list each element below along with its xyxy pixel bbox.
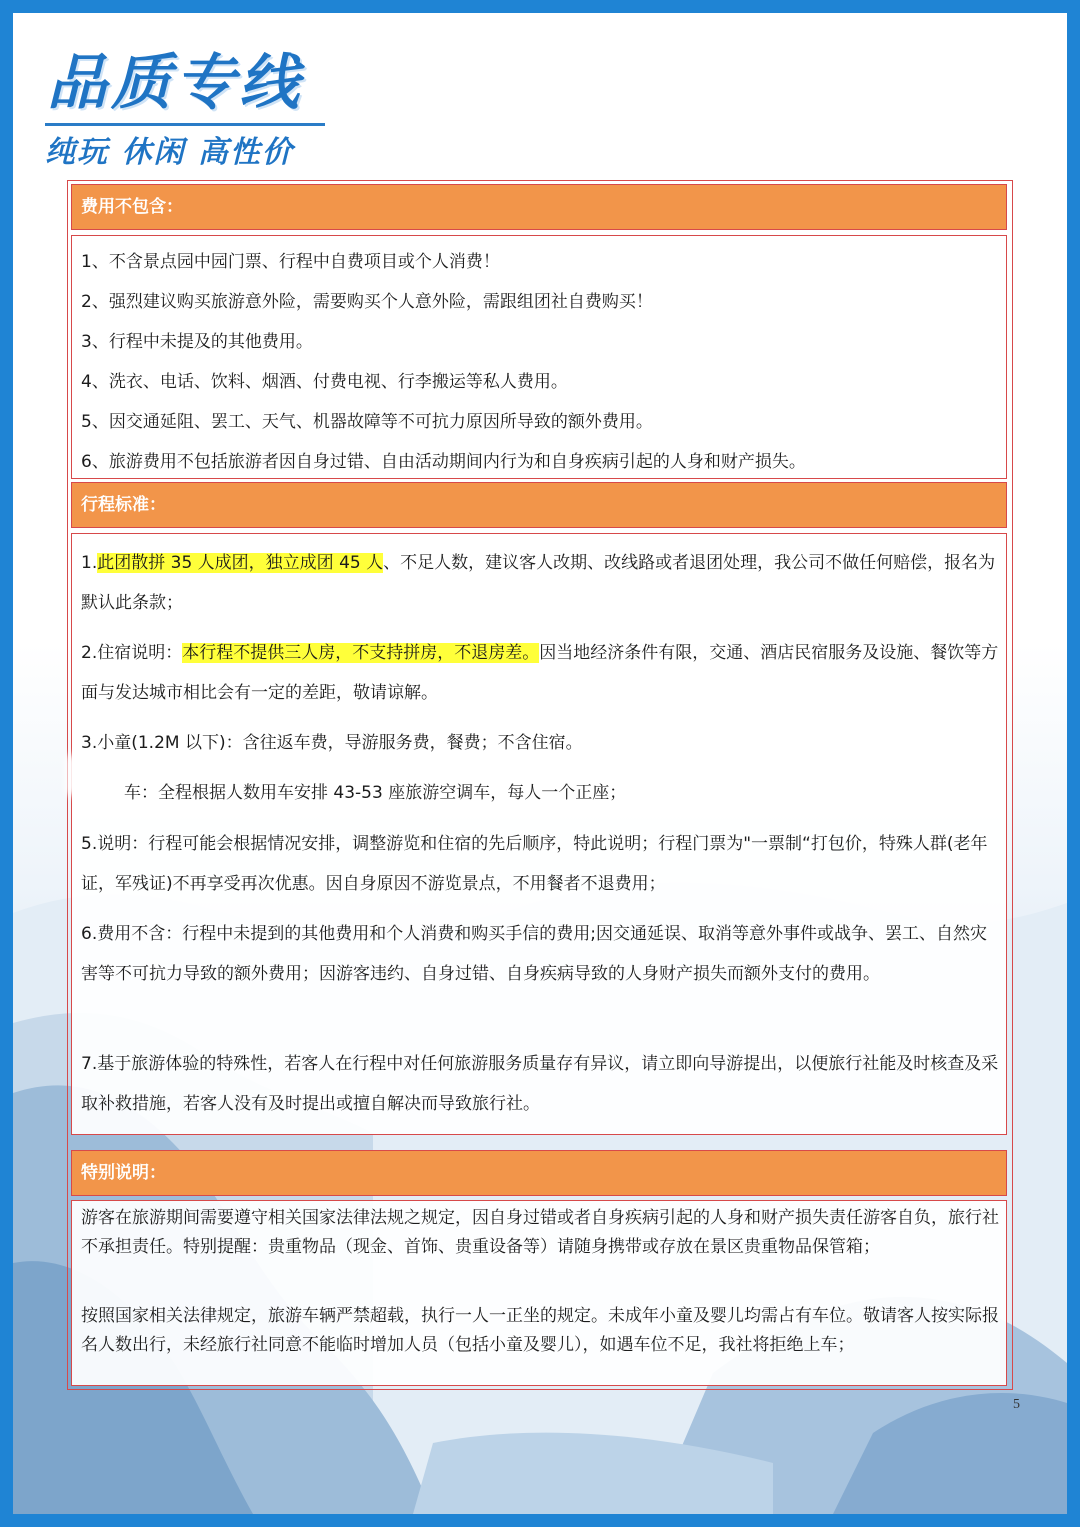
section-header-special-notes: [71, 1150, 1007, 1196]
section-body-itinerary-standard: [71, 533, 1007, 1135]
highlighted-text: 本行程不提供三人房，不支持拼房，不退房差。: [182, 643, 540, 663]
redacted-label: [66, 755, 122, 795]
brand-title: 品质专线: [47, 48, 303, 118]
brand-subtitle: 纯玩 休闲 高性价: [45, 135, 294, 170]
brand-divider: [45, 123, 325, 126]
section-title: 行程标准：: [81, 495, 166, 515]
list-item: 6、旅游费用不包括旅游者因自身过错、自由活动期间内行为和自身疾病引起的人身和财产损失。: [81, 452, 806, 472]
section-header-itinerary-standard: [71, 482, 1007, 528]
list-item: 2.住宿说明：本行程不提供三人房，不支持拼房，不退房差。因当地经济条件有限，交通、酒店民宿服务及设施、餐饮等方面与发达城市相比会有一定的差距，敬请谅解。: [81, 643, 999, 703]
list-item: 6.费用不含：行程中未提到的其他费用和个人消费和购买手信的费用;因交通延误、取消等意外事件或战争、罢工、自然灾害等不可抗力导致的额外费用；因游客违约、自身过错、自身疾病导致的人身财产损失而额外支付的费用。: [81, 924, 987, 984]
list-item: 3、行程中未提及的其他费用。: [81, 332, 313, 352]
list-item: 1.此团散拼 35 人成团，独立成团 45 人、不足人数，建议客人改期、改线路或者退团处理，我公司不做任何赔偿，报名为默认此条款；: [81, 553, 996, 613]
section-body-fees-excluded: [71, 235, 1007, 479]
list-item: 2、强烈建议购买旅游意外险，需要购买个人意外险，需跟组团社自费购买！: [81, 292, 653, 312]
section-body-special-notes: [71, 1200, 1007, 1386]
list-item: 3.小童(1.2M 以下)：含往返车费，导游服务费，餐费；不含住宿。: [81, 733, 583, 753]
section-title: 特别说明：: [81, 1163, 166, 1183]
list-item: 5.说明：行程可能会根据情况安排，调整游览和住宿的先后顺序，特此说明；行程门票为"一票制“打包价，特殊人群(老年证，军残证)不再享受再次优惠。因自身原因不游览景点，不用餐者不退费用；: [81, 834, 988, 894]
list-item: 4、洗衣、电话、饮料、烟酒、付费电视、行李搬运等私人费用。: [81, 372, 568, 392]
brochure-page: [13, 13, 1067, 1514]
list-item: 7.基于旅游体验的特殊性，若客人在行程中对任何旅游服务质量存有异议，请立即向导游提出，以便旅行社能及时核查及采取补救措施，若客人没有及时提出或擅自解决而导致旅行社。: [81, 1054, 999, 1114]
section-title: 费用不包含：: [81, 197, 183, 217]
section-header-fees-excluded: [71, 184, 1007, 230]
highlighted-text: 此团散拼 35 人成团，独立成团 45 人: [97, 553, 384, 573]
list-item: 按照国家相关法律规定，旅游车辆严禁超载，执行一人一正坐的规定。未成年小童及婴儿均需占有车位。敬请客人按实际报名人数出行，未经旅行社同意不能临时增加人员（包括小童及婴儿），如遇车位不足，我社将拒绝上车；: [81, 1306, 999, 1355]
list-item: 5、因交通延阻、罢工、天气、机器故障等不可抗力原因所导致的额外费用。: [81, 412, 653, 432]
list-item: 1、不含景点园中园门票、行程中自费项目或个人消费！: [81, 252, 500, 272]
page-number: 5: [1013, 1397, 1020, 1412]
list-item: 游客在旅游期间需要遵守相关国家法律法规之规定，因自身过错或者自身疾病引起的人身和财产损失责任游客自负，旅行社不承担责任。特别提醒：贵重物品（现金、首饰、贵重设备等）请随身携带或存放在景区贵重物品保管箱；: [81, 1208, 999, 1257]
list-item: 车：全程根据人数用车安排 43-53 座旅游空调车，每人一个正座；: [124, 783, 627, 803]
itinerary-terms-table: [67, 180, 1013, 1390]
